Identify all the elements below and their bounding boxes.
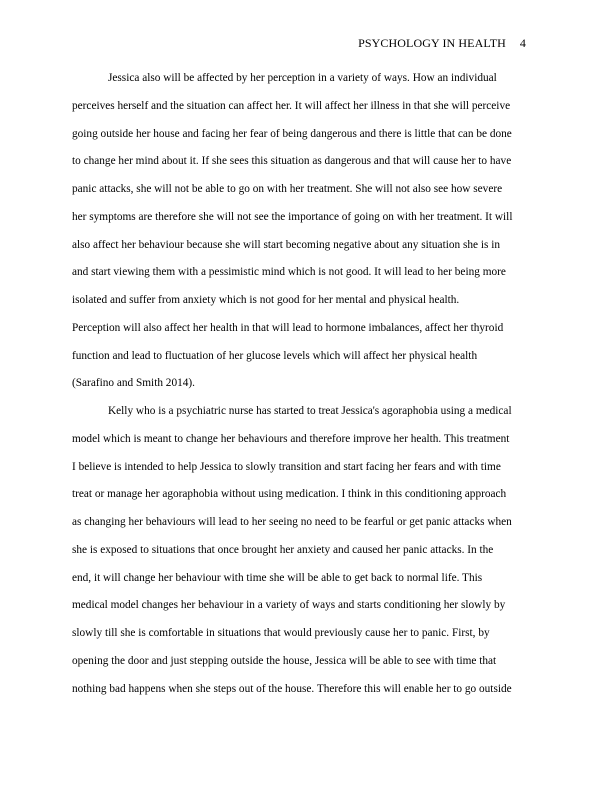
text-line: nothing bad happens when she steps out of the house. Therefore this will enable her to go outside [72, 682, 512, 695]
paragraph-perception [72, 65, 542, 398]
text-line: (Sarafino and Smith 2014). [72, 377, 195, 390]
text-line: Perception will also affect her health in that will lead to hormone imbalances, affect her thyroid [72, 321, 504, 334]
text-line: also affect her behaviour because she will start becoming negative about any situation she is in [72, 238, 501, 251]
text-line: medical model changes her behaviour in a variety of ways and starts conditioning her slowly by [72, 599, 506, 612]
text-line: Jessica also will be affected by her perception in a variety of ways. How an individual [108, 72, 497, 84]
text-line: perceives herself and the situation can affect her. It will affect her illness in that she will perceive [72, 99, 511, 112]
text-line: going outside her house and facing her fear of being dangerous and there is little that can be done [72, 127, 512, 140]
text-line: her symptoms are therefore she will not see the importance of going on with her treatment. It will [72, 210, 513, 223]
text-line: function and lead to fluctuation of her glucose levels which will affect her physical health [72, 349, 478, 362]
text-line: Kelly who is a psychiatric nurse has started to treat Jessica's agoraphobia using a medical [108, 405, 512, 417]
running-head-title: PSYCHOLOGY IN HEALTH [358, 36, 506, 50]
body-text [72, 65, 542, 703]
text-line: as changing her behaviours will lead to her seeing no need to be fearful or get panic attacks when [72, 516, 512, 528]
text-line: model which is meant to change her behaviours and therefore improve her health. This treatment [72, 432, 510, 445]
text-line: she is exposed to situations that once brought her anxiety and caused her panic attacks. In the [72, 543, 494, 556]
paragraph-treatment [72, 398, 542, 703]
text-line: and start viewing them with a pessimistic mind which is not good. It will lead to her being more [72, 266, 506, 279]
text-line: isolated and suffer from anxiety which is not good for her mental and physical health. [72, 294, 460, 306]
running-head [358, 36, 526, 50]
text-line: I believe is intended to help Jessica to slowly transition and start facing her fears and with time [72, 460, 501, 473]
text-line: slowly till she is comfortable in situations that would previously cause her to panic. First, by [72, 627, 490, 639]
text-line: to change her mind about it. If she sees this situation as dangerous and that will cause her to have [72, 155, 512, 168]
text-line: end, it will change her behaviour with time she will be able to get back to normal life. This [72, 571, 483, 584]
text-line: treat or manage her agoraphobia without using medication. I think in this conditioning approach [72, 488, 507, 501]
text-line: opening the door and just stepping outside the house, Jessica will be able to see with time that [72, 654, 497, 667]
text-line: panic attacks, she will not be able to go on with her treatment. She will not also see how severe [72, 183, 503, 195]
page-number: 4 [519, 36, 526, 50]
